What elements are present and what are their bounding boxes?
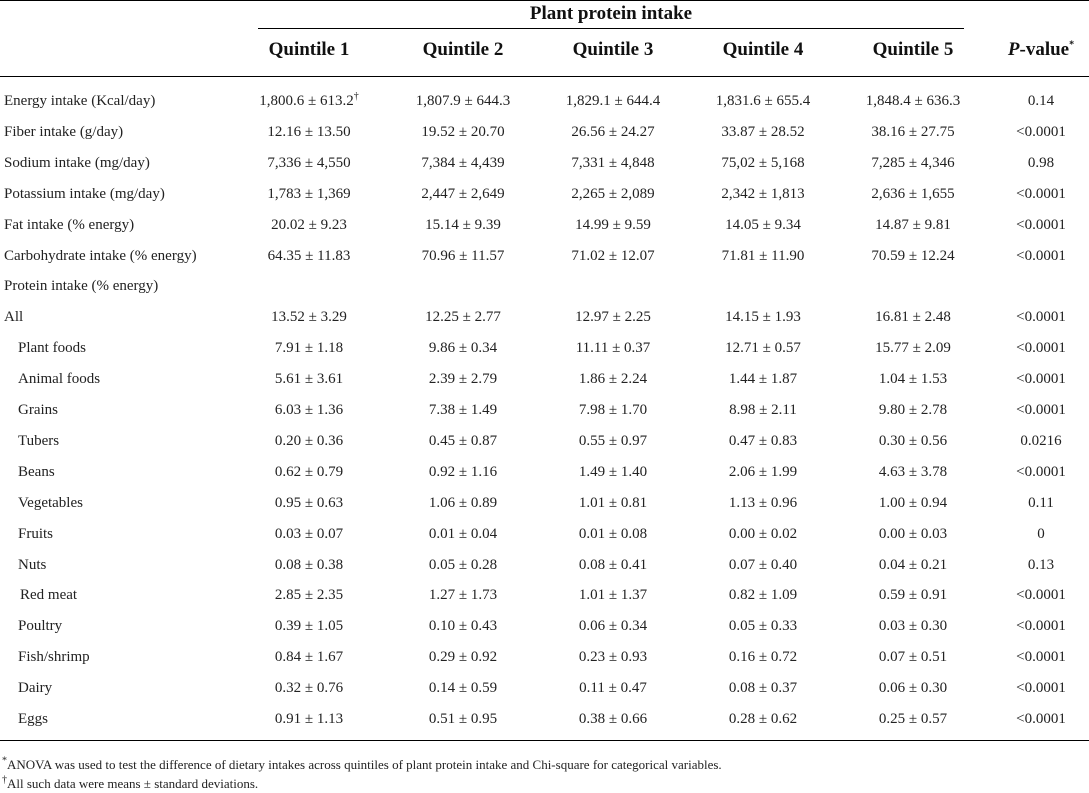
quintile-4-value: 75,02 ± 5,168 bbox=[721, 154, 805, 171]
quintile-1-value: 20.02 ± 9.23 bbox=[271, 216, 347, 233]
quintile-2-value: 70.96 ± 11.57 bbox=[421, 247, 505, 264]
quintile-5-value: 7,285 ± 4,346 bbox=[871, 154, 955, 171]
column-header-quintile-2: Quintile 2 bbox=[422, 39, 504, 60]
quintile-4-value: 0.05 ± 0.33 bbox=[728, 618, 798, 635]
table-row bbox=[0, 395, 1089, 425]
row-label: Red meat bbox=[20, 587, 78, 604]
table-row bbox=[0, 179, 1089, 209]
column-header-quintile-4: Quintile 4 bbox=[722, 39, 804, 60]
quintile-2-value: 2,447 ± 2,649 bbox=[421, 185, 505, 202]
quintile-2-value: 0.01 ± 0.04 bbox=[428, 525, 498, 542]
quintile-1-value: 5.61 ± 3.61 bbox=[274, 371, 344, 388]
quintile-4-value: 0.28 ± 0.62 bbox=[728, 711, 798, 727]
quintile-1-value: 6.03 ± 1.36 bbox=[274, 402, 344, 418]
table-bottom-rule bbox=[0, 740, 1089, 741]
table-row bbox=[0, 302, 1089, 332]
table-row bbox=[0, 488, 1089, 518]
quintile-4-value: 71.81 ± 11.90 bbox=[721, 247, 805, 264]
quintile-4-value: 2,342 ± 1,813 bbox=[721, 185, 805, 202]
quintile-2-value: 0.10 ± 0.43 bbox=[428, 618, 498, 635]
row-label: Eggs bbox=[18, 711, 48, 727]
quintile-2-value: 0.45 ± 0.87 bbox=[428, 432, 498, 449]
quintile-2-value: 2.39 ± 2.79 bbox=[428, 371, 498, 388]
p-value: <0.0001 bbox=[1016, 402, 1066, 418]
table-row bbox=[0, 333, 1089, 363]
row-label: Plant foods bbox=[18, 340, 86, 357]
row-label: Beans bbox=[18, 463, 55, 480]
table-row bbox=[0, 704, 1089, 734]
p-value: <0.0001 bbox=[1016, 711, 1066, 727]
table-row bbox=[0, 642, 1089, 672]
quintile-2-value: 9.86 ± 0.34 bbox=[428, 340, 498, 357]
row-label: Dairy bbox=[18, 680, 53, 697]
quintile-2-value: 1,807.9 ± 644.3 bbox=[415, 93, 511, 109]
dagger-mark: † bbox=[353, 91, 359, 102]
quintile-3-value: 0.08 ± 0.41 bbox=[578, 556, 648, 573]
quintile-3-value: 14.99 ± 9.59 bbox=[575, 216, 651, 233]
quintile-5-value: 0.00 ± 0.03 bbox=[878, 525, 948, 542]
quintile-5-value: 0.03 ± 0.30 bbox=[878, 618, 948, 635]
quintile-5-value: 1.04 ± 1.53 bbox=[878, 371, 948, 388]
quintile-3-value: 1.01 ± 0.81 bbox=[578, 494, 648, 511]
p-value: <0.0001 bbox=[1016, 309, 1066, 326]
table-row bbox=[0, 519, 1089, 549]
quintile-4-value: 0.00 ± 0.02 bbox=[728, 525, 798, 542]
row-label: Fruits bbox=[18, 525, 54, 542]
group-header: Plant protein intake bbox=[529, 3, 693, 24]
p-value: 0.14 bbox=[1027, 93, 1055, 109]
row-label: Fat intake (% energy) bbox=[4, 216, 135, 233]
p-value: <0.0001 bbox=[1016, 618, 1066, 635]
quintile-3-value: 1.01 ± 1.37 bbox=[578, 587, 648, 604]
quintile-1-value: 0.39 ± 1.05 bbox=[274, 618, 344, 635]
quintile-5-value: 4.63 ± 3.78 bbox=[878, 463, 948, 480]
quintile-2-value: 0.51 ± 0.95 bbox=[428, 711, 498, 727]
column-header-quintile-1: Quintile 1 bbox=[268, 39, 350, 60]
column-header-quintile-5: Quintile 5 bbox=[872, 39, 954, 60]
footnote-means: †All such data were means ± standard deviations. bbox=[2, 774, 259, 791]
quintile-1-value: 13.52 ± 3.29 bbox=[271, 309, 347, 326]
row-label: Potassium intake (mg/day) bbox=[4, 185, 165, 202]
quintile-5-value: 14.87 ± 9.81 bbox=[875, 216, 951, 233]
quintile-4-value: 0.07 ± 0.40 bbox=[728, 556, 798, 573]
p-value: 0.0216 bbox=[1020, 432, 1062, 449]
quintile-2-value: 12.25 ± 2.77 bbox=[425, 309, 501, 326]
p-value: <0.0001 bbox=[1016, 463, 1066, 480]
row-label: Grains bbox=[18, 402, 58, 418]
quintile-2-value: 0.14 ± 0.59 bbox=[428, 680, 498, 697]
row-label: Protein intake (% energy) bbox=[4, 278, 159, 295]
p-value: <0.0001 bbox=[1016, 340, 1066, 357]
quintile-2-value: 7.38 ± 1.49 bbox=[428, 402, 498, 418]
quintile-1-value: 0.95 ± 0.63 bbox=[274, 494, 344, 511]
row-label: Vegetables bbox=[18, 494, 83, 511]
quintile-1-value: 12.16 ± 13.50 bbox=[267, 123, 351, 140]
p-value: <0.0001 bbox=[1016, 123, 1066, 140]
quintile-5-value: 16.81 ± 2.48 bbox=[875, 309, 951, 326]
quintile-2-value: 15.14 ± 9.39 bbox=[425, 216, 501, 233]
quintile-3-value: 0.01 ± 0.08 bbox=[578, 525, 648, 542]
quintile-3-value: 71.02 ± 12.07 bbox=[571, 247, 655, 264]
header-bottom-rule bbox=[0, 76, 1089, 77]
quintile-4-value: 1,831.6 ± 655.4 bbox=[715, 93, 811, 109]
quintile-3-value: 0.55 ± 0.97 bbox=[578, 432, 648, 449]
quintile-5-value: 2,636 ± 1,655 bbox=[871, 185, 955, 202]
quintile-3-value: 11.11 ± 0.37 bbox=[575, 340, 651, 357]
quintile-5-value: 0.06 ± 0.30 bbox=[878, 680, 948, 697]
table-row bbox=[0, 550, 1089, 580]
quintile-2-value: 7,384 ± 4,439 bbox=[421, 154, 505, 171]
quintile-5-value: 0.04 ± 0.21 bbox=[878, 556, 948, 573]
quintile-1-value: 7,336 ± 4,550 bbox=[267, 154, 351, 171]
quintile-3-value: 7.98 ± 1.70 bbox=[578, 402, 648, 418]
row-label: Nuts bbox=[18, 556, 47, 573]
quintile-4-value: 14.05 ± 9.34 bbox=[725, 216, 801, 233]
p-value: <0.0001 bbox=[1016, 680, 1066, 697]
p-value: 0.13 bbox=[1027, 556, 1055, 573]
quintile-4-value: 8.98 ± 2.11 bbox=[729, 402, 797, 418]
quintile-4-value: 12.71 ± 0.57 bbox=[725, 340, 801, 357]
p-value: <0.0001 bbox=[1016, 649, 1066, 666]
row-label: Carbohydrate intake (% energy) bbox=[4, 247, 197, 264]
row-label: Poultry bbox=[18, 618, 63, 635]
row-label: All bbox=[4, 309, 24, 326]
table-row bbox=[0, 457, 1089, 487]
table-row bbox=[0, 86, 1089, 116]
row-label: Fish/shrimp bbox=[18, 649, 90, 666]
table-row bbox=[0, 673, 1089, 703]
table-row bbox=[0, 364, 1089, 394]
p-value: <0.0001 bbox=[1016, 371, 1066, 388]
table-top-rule bbox=[0, 0, 1089, 1]
quintile-3-value: 0.23 ± 0.93 bbox=[578, 649, 648, 666]
quintile-2-value: 1.27 ± 1.73 bbox=[428, 587, 498, 604]
table-row bbox=[0, 148, 1089, 178]
quintile-1-value: 0.03 ± 0.07 bbox=[274, 525, 344, 542]
quintile-2-value: 0.05 ± 0.28 bbox=[428, 556, 498, 573]
quintile-1-value: 0.62 ± 0.79 bbox=[274, 463, 344, 480]
p-value: <0.0001 bbox=[1016, 216, 1066, 233]
row-label: Energy intake (Kcal/day) bbox=[4, 93, 156, 109]
quintile-3-value: 0.38 ± 0.66 bbox=[578, 711, 648, 727]
quintile-3-value: 12.97 ± 2.25 bbox=[575, 309, 651, 326]
quintile-1-value: 0.91 ± 1.13 bbox=[274, 711, 344, 727]
quintile-5-value: 38.16 ± 27.75 bbox=[871, 123, 955, 140]
footnote-anova: *ANOVA was used to test the difference of dietary intakes across quintiles of plant protein intake and Chi-square for categorical variables. bbox=[2, 755, 722, 772]
quintile-4-value: 0.82 ± 1.09 bbox=[728, 587, 798, 604]
table-row bbox=[0, 241, 1089, 271]
p-value: 0.11 bbox=[1028, 494, 1054, 511]
p-value: <0.0001 bbox=[1016, 185, 1066, 202]
quintile-3-value: 1.86 ± 2.24 bbox=[578, 371, 648, 388]
quintile-1-value: 0.84 ± 1.67 bbox=[274, 649, 344, 666]
quintile-4-value: 33.87 ± 28.52 bbox=[721, 123, 805, 140]
p-value: 0.98 bbox=[1027, 154, 1055, 171]
quintile-5-value: 0.30 ± 0.56 bbox=[878, 432, 948, 449]
row-label: Fiber intake (g/day) bbox=[4, 123, 124, 140]
table-row bbox=[0, 580, 1089, 610]
quintile-5-value: 0.59 ± 0.91 bbox=[878, 587, 948, 604]
quintile-1-value: 0.20 ± 0.36 bbox=[274, 432, 344, 449]
quintile-3-value: 0.11 ± 0.47 bbox=[579, 680, 647, 697]
row-label: Animal foods bbox=[18, 371, 101, 388]
quintile-1-value: 7.91 ± 1.18 bbox=[274, 340, 344, 357]
p-value: <0.0001 bbox=[1016, 587, 1066, 604]
row-label: Tubers bbox=[18, 432, 60, 449]
quintile-5-value: 70.59 ± 12.24 bbox=[871, 247, 955, 264]
quintile-4-value: 0.08 ± 0.37 bbox=[728, 680, 798, 697]
quintile-1-value: 1,800.6 ± 613.2† bbox=[259, 91, 359, 109]
p-value: 0 bbox=[1037, 525, 1045, 542]
quintile-2-value: 1.06 ± 0.89 bbox=[428, 494, 498, 511]
quintile-2-value: 0.92 ± 1.16 bbox=[428, 463, 498, 480]
quintile-3-value: 0.06 ± 0.34 bbox=[578, 618, 648, 635]
table-row bbox=[0, 117, 1089, 147]
quintile-1-value: 2.85 ± 2.35 bbox=[274, 587, 344, 604]
quintile-5-value: 1.00 ± 0.94 bbox=[878, 494, 948, 511]
group-header-rule bbox=[258, 28, 964, 29]
quintile-3-value: 2,265 ± 2,089 bbox=[571, 185, 655, 202]
quintile-2-value: 19.52 ± 20.70 bbox=[421, 123, 505, 140]
quintile-5-value: 15.77 ± 2.09 bbox=[875, 340, 951, 357]
quintile-3-value: 26.56 ± 24.27 bbox=[571, 123, 655, 140]
quintile-1-value: 1,783 ± 1,369 bbox=[267, 185, 351, 202]
quintile-5-value: 0.25 ± 0.57 bbox=[878, 711, 948, 727]
quintile-5-value: 1,848.4 ± 636.3 bbox=[865, 93, 961, 109]
quintile-3-value: 1,829.1 ± 644.4 bbox=[565, 93, 661, 109]
quintile-4-value: 14.15 ± 1.93 bbox=[725, 309, 801, 326]
quintile-1-value: 0.08 ± 0.38 bbox=[274, 556, 344, 573]
column-header-quintile-3: Quintile 3 bbox=[572, 39, 654, 60]
quintile-4-value: 1.44 ± 1.87 bbox=[728, 371, 798, 388]
row-label: Sodium intake (mg/day) bbox=[4, 154, 150, 171]
quintile-1-value: 0.32 ± 0.76 bbox=[274, 680, 344, 697]
quintile-4-value: 2.06 ± 1.99 bbox=[728, 463, 798, 480]
quintile-3-value: 1.49 ± 1.40 bbox=[578, 463, 648, 480]
table-row bbox=[0, 611, 1089, 641]
table-row bbox=[0, 271, 1089, 301]
quintile-4-value: 0.16 ± 0.72 bbox=[728, 649, 798, 666]
p-value: <0.0001 bbox=[1016, 247, 1066, 264]
quintile-5-value: 9.80 ± 2.78 bbox=[878, 402, 948, 418]
column-header-p-value: P-value* bbox=[1007, 39, 1075, 60]
table-row bbox=[0, 210, 1089, 240]
quintile-3-value: 7,331 ± 4,848 bbox=[571, 154, 655, 171]
quintile-4-value: 1.13 ± 0.96 bbox=[728, 494, 798, 511]
quintile-2-value: 0.29 ± 0.92 bbox=[428, 649, 498, 666]
quintile-1-value: 64.35 ± 11.83 bbox=[267, 247, 351, 264]
quintile-5-value: 0.07 ± 0.51 bbox=[878, 649, 948, 666]
quintile-4-value: 0.47 ± 0.83 bbox=[728, 432, 798, 449]
table-row bbox=[0, 426, 1089, 456]
